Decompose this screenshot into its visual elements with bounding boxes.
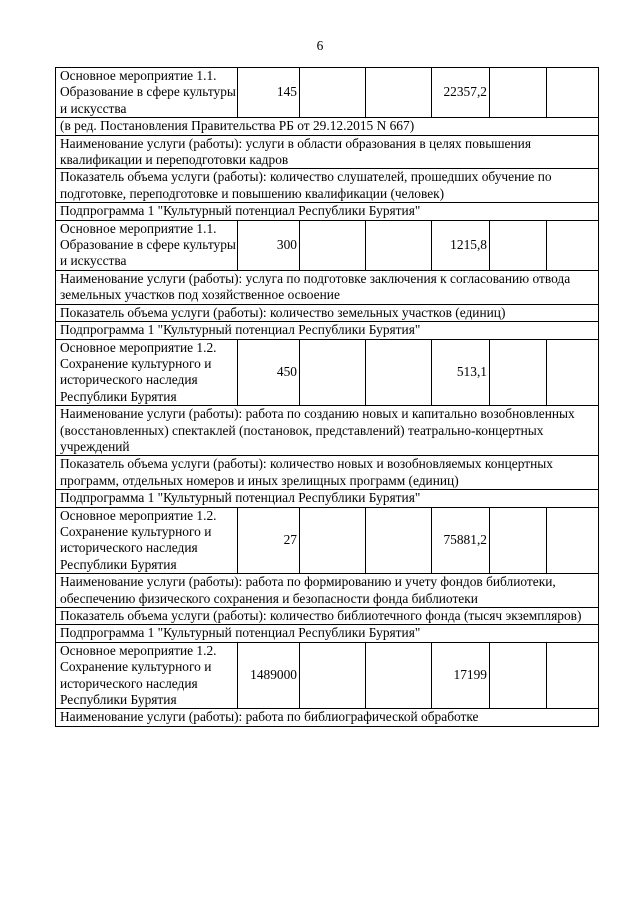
value-cell-4: 17199 — [432, 642, 490, 709]
full-width-text-cell: Наименование услуги (работы): работа по формированию и учету фондов библиотеки, обеспечению физического сохранения и безопасности фонда библиотеки — [56, 574, 599, 608]
value-cell-4: 513,1 — [432, 339, 490, 406]
full-width-text-cell: (в ред. Постановления Правительства РБ от 29.12.2015 N 667) — [56, 118, 599, 135]
activity-name-cell: Основное мероприятие 1.1. Образование в сфере культуры и искусства — [56, 68, 238, 118]
value-cell-6 — [547, 68, 599, 118]
value-cell-5 — [490, 507, 547, 574]
value-cell-5 — [490, 220, 547, 270]
value-cell-6 — [547, 642, 599, 709]
table-row-activity — [56, 68, 599, 118]
table-row-text — [56, 709, 599, 726]
activity-name-cell: Основное мероприятие 1.1. Образование в сфере культуры и искусства — [56, 220, 238, 270]
value-cell-3 — [366, 68, 432, 118]
table-body — [56, 68, 599, 727]
table-row-text — [56, 406, 599, 456]
table-row-text — [56, 169, 599, 203]
activity-name-cell: Основное мероприятие 1.2. Сохранение культурного и исторического наследия Республики Бурятия — [56, 642, 238, 709]
value-cell-2 — [300, 68, 366, 118]
full-width-text-cell: Наименование услуги (работы): работа по созданию новых и капитально возобновленных (восстановленных) спектаклей (постановок, представлений) театрально-концертных учреждений — [56, 406, 599, 456]
page-number: 6 — [316, 38, 324, 53]
value-cell-4: 1215,8 — [432, 220, 490, 270]
value-cell-4: 22357,2 — [432, 68, 490, 118]
activity-name-cell: Основное мероприятие 1.2. Сохранение культурного и исторического наследия Республики Бурятия — [56, 507, 238, 574]
table-row-activity — [56, 339, 599, 406]
value-cell-6 — [547, 220, 599, 270]
value-cell-5 — [490, 339, 547, 406]
value-cell-1: 27 — [238, 507, 300, 574]
full-width-text-cell: Наименование услуги (работы): работа по библиографической обработке — [56, 709, 599, 726]
table-row-text — [56, 490, 599, 507]
value-cell-3 — [366, 220, 432, 270]
value-cell-1: 300 — [238, 220, 300, 270]
full-width-text-cell: Подпрограмма 1 "Культурный потенциал Республики Бурятия" — [56, 203, 599, 220]
value-cell-6 — [547, 339, 599, 406]
table-row-text — [56, 456, 599, 490]
table-row-text — [56, 304, 599, 321]
value-cell-2 — [300, 339, 366, 406]
table-row-text — [56, 118, 599, 135]
full-width-text-cell: Показатель объема услуги (работы): количество библиотечного фонда (тысяч экземпляров) — [56, 608, 599, 625]
table-row-text — [56, 322, 599, 339]
table-row-activity — [56, 507, 599, 574]
full-width-text-cell: Показатель объема услуги (работы): количество новых и возобновляемых концертных программ, отдельных номеров и иных зрелищных программ (единиц) — [56, 456, 599, 490]
program-table — [55, 67, 599, 727]
value-cell-4: 75881,2 — [432, 507, 490, 574]
value-cell-6 — [547, 507, 599, 574]
activity-name-cell: Основное мероприятие 1.2. Сохранение культурного и исторического наследия Республики Бурятия — [56, 339, 238, 406]
full-width-text-cell: Подпрограмма 1 "Культурный потенциал Республики Бурятия" — [56, 322, 599, 339]
table-row-text — [56, 270, 599, 304]
value-cell-3 — [366, 642, 432, 709]
value-cell-5 — [490, 68, 547, 118]
value-cell-5 — [490, 642, 547, 709]
table-row-text — [56, 203, 599, 220]
value-cell-1: 145 — [238, 68, 300, 118]
value-cell-1: 1489000 — [238, 642, 300, 709]
value-cell-2 — [300, 507, 366, 574]
table-row-text — [56, 625, 599, 642]
value-cell-3 — [366, 339, 432, 406]
value-cell-2 — [300, 642, 366, 709]
value-cell-3 — [366, 507, 432, 574]
table-row-text — [56, 135, 599, 169]
table-row-activity — [56, 220, 599, 270]
value-cell-2 — [300, 220, 366, 270]
table-row-text — [56, 574, 599, 608]
table-row-text — [56, 608, 599, 625]
table-row-activity — [56, 642, 599, 709]
full-width-text-cell: Наименование услуги (работы): услуги в области образования в целях повышения квалификации и переподготовки кадров — [56, 135, 599, 169]
full-width-text-cell: Показатель объема услуги (работы): количество земельных участков (единиц) — [56, 304, 599, 321]
full-width-text-cell: Показатель объема услуги (работы): количество слушателей, прошедших обучение по подготовке, переподготовке и повышению квалификации (человек) — [56, 169, 599, 203]
full-width-text-cell: Наименование услуги (работы): услуга по подготовке заключения к согласованию отвода земельных участков под хозяйственное освоение — [56, 270, 599, 304]
value-cell-1: 450 — [238, 339, 300, 406]
full-width-text-cell: Подпрограмма 1 "Культурный потенциал Республики Бурятия" — [56, 625, 599, 642]
full-width-text-cell: Подпрограмма 1 "Культурный потенциал Республики Бурятия" — [56, 490, 599, 507]
